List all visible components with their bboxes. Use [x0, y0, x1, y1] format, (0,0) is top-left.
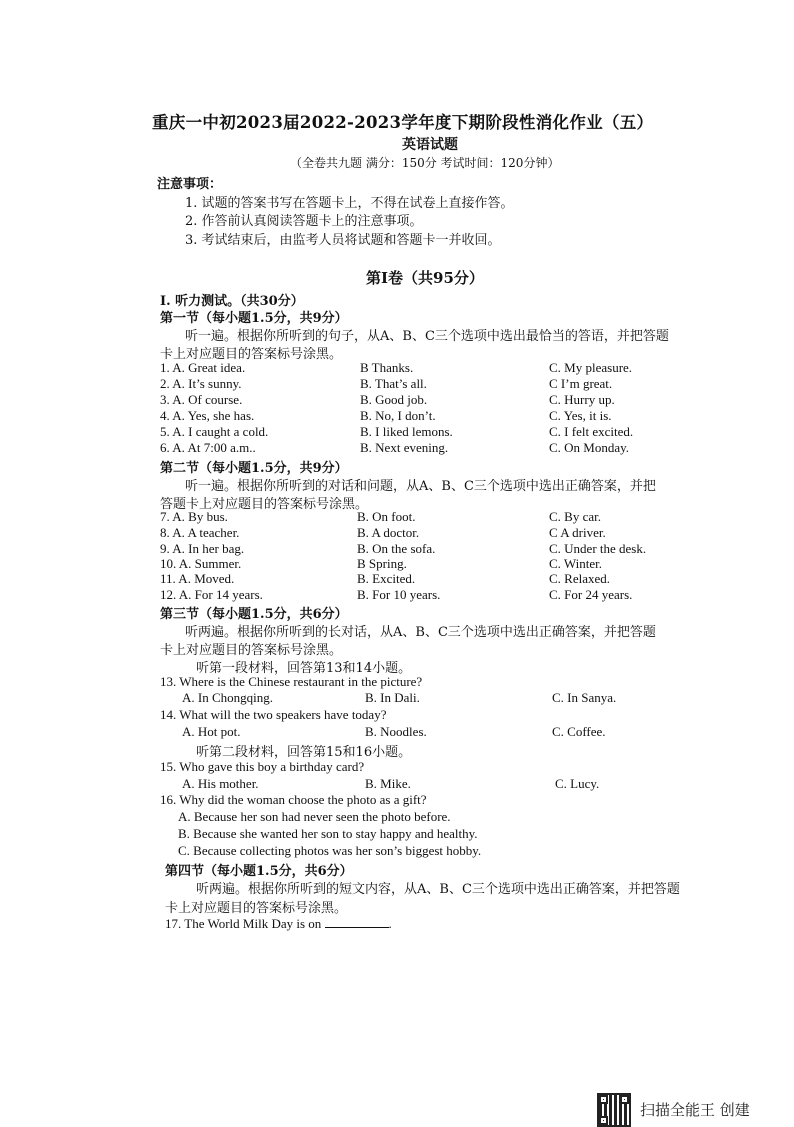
q11-option-b: B. Excited.: [357, 571, 416, 586]
q14-option-b: B. Noodles.: [365, 724, 427, 739]
q8-option-a: 8. A. A teacher.: [160, 525, 240, 540]
q10-option-b: B Spring.: [357, 556, 407, 571]
q16-option-a: A. Because her son had never seen the photo before.: [178, 809, 451, 824]
section-3-instruction-line1: 听两遍。根据你所听到的长对话，从A、B、C三个选项中选出正确答案，并把答题: [185, 625, 656, 640]
notice-item-3: 3. 考试结束后，由监考人员将试题和答题卡一并收回。: [185, 233, 501, 248]
section-4-heading: 第四节（每小题1.5分，共6分）: [165, 864, 353, 879]
q11-option-c: C. Relaxed.: [549, 571, 611, 586]
section-3-material-2: 听第二段材料，回答第15和16小题。: [196, 745, 412, 760]
scanner-watermark: 扫描全能王 创建: [640, 1101, 750, 1119]
section-1-heading: 第一节（每小题1.5分，共9分）: [160, 311, 348, 326]
qr-code-icon: [597, 1093, 631, 1127]
part-one-title: 第Ⅰ卷（共95分）: [366, 269, 484, 287]
q13-option-b: B. In Dali.: [365, 690, 420, 705]
q3-option-b: B. Good job.: [360, 392, 428, 407]
q9-option-a: 9. A. In her bag.: [160, 541, 245, 556]
q5-option-a: 5. A. I caught a cold.: [160, 424, 269, 439]
q16-stem: 16. Why did the woman choose the photo as a gift?: [160, 792, 427, 807]
q14-option-c: C. Coffee.: [552, 724, 606, 739]
q13-option-c: C. In Sanya.: [552, 690, 617, 705]
section-1-instruction-line1: 听一遍。根据你所听到的句子，从A、B、C三个选项中选出最恰当的答语，并把答题: [185, 329, 669, 344]
q15-stem: 15. Who gave this boy a birthday card?: [160, 759, 365, 774]
q2-option-c: C I’m great.: [549, 376, 613, 391]
q9-option-b: B. On the sofa.: [357, 541, 436, 556]
listening-title: I. 听力测试。（共30分）: [160, 294, 304, 309]
exam-title: 重庆一中初2023届2022-2023学年度下期阶段性消化作业（五）: [152, 113, 654, 132]
q2-option-a: 2. A. It’s sunny.: [160, 376, 242, 391]
q10-option-c: C. Winter.: [549, 556, 603, 571]
q5-option-b: B. I liked lemons.: [360, 424, 453, 439]
q5-option-c: C. I felt excited.: [549, 424, 634, 439]
section-3-material-1: 听第一段材料，回答第13和14小题。: [196, 661, 412, 676]
q2-option-b: B. That’s all.: [360, 376, 427, 391]
notice-heading: 注意事项：: [157, 177, 223, 192]
section-1-instruction-line2: 卡上对应题目的答案标号涂黑。: [160, 347, 343, 362]
q14-option-a: A. Hot pot.: [182, 724, 241, 739]
q3-option-c: C. Hurry up.: [549, 392, 615, 407]
section-4-instruction-line1: 听两遍。根据你所听到的短文内容，从A、B、C三个选项中选出正确答案，并把答题: [196, 882, 680, 897]
q16-option-b: B. Because she wanted her son to stay happy and healthy.: [178, 826, 478, 841]
exam-subtitle: 英语试题: [402, 137, 458, 153]
q10-option-a: 10. A. Summer.: [160, 556, 242, 571]
q6-option-c: C. On Monday.: [549, 440, 630, 455]
notice-item-1: 1. 试题的答案书写在答题卡上，不得在试卷上直接作答。: [185, 196, 514, 211]
q12-option-b: B. For 10 years.: [357, 587, 441, 602]
q7-option-a: 7. A. By bus.: [160, 509, 228, 524]
section-2-instruction-line2: 答题卡上对应题目的答案标号涂黑。: [160, 497, 369, 512]
q15-option-c: C. Lucy.: [555, 776, 600, 791]
q17-period: .: [388, 916, 392, 931]
exam-meta: （全卷共九题 满分：150分 考试时间：120分钟）: [290, 156, 560, 170]
q6-option-b: B. Next evening.: [360, 440, 449, 455]
q8-option-c: C A driver.: [549, 525, 606, 540]
q17-answer-blank: [325, 915, 389, 928]
section-3-instruction-line2: 卡上对应题目的答案标号涂黑。: [160, 643, 343, 658]
section-3-heading: 第三节（每小题1.5分，共6分）: [160, 607, 348, 622]
q8-option-b: B. A doctor.: [357, 525, 420, 540]
q15-option-b: B. Mike.: [365, 776, 411, 791]
q7-option-c: C. By car.: [549, 509, 601, 524]
q1-option-b: B Thanks.: [360, 360, 414, 375]
q4-option-b: B. No, I don’t.: [360, 408, 436, 423]
q17-text: 17. The World Milk Day is on: [165, 916, 322, 931]
q16-option-c: C. Because collecting photos was her son’s biggest hobby.: [178, 843, 482, 858]
q9-option-c: C. Under the desk.: [549, 541, 647, 556]
q13-option-a: A. In Chongqing.: [182, 690, 273, 705]
q6-option-a: 6. A. At 7:00 a.m..: [160, 440, 256, 455]
q1-option-c: C. My pleasure.: [549, 360, 633, 375]
q4-option-a: 4. A. Yes, she has.: [160, 408, 255, 423]
q12-option-c: C. For 24 years.: [549, 587, 633, 602]
section-2-instruction-line1: 听一遍。根据你所听到的对话和问题，从A、B、C三个选项中选出正确答案，并把: [185, 479, 656, 494]
q7-option-b: B. On foot.: [357, 509, 416, 524]
q15-option-a: A. His mother.: [182, 776, 259, 791]
q12-option-a: 12. A. For 14 years.: [160, 587, 263, 602]
q1-option-a: 1. A. Great idea.: [160, 360, 246, 375]
section-4-instruction-line2: 卡上对应题目的答案标号涂黑。: [165, 901, 348, 916]
q13-stem: 13. Where is the Chinese restaurant in the picture?: [160, 674, 423, 689]
notice-item-2: 2. 作答前认真阅读答题卡上的注意事项。: [185, 214, 423, 229]
section-2-heading: 第二节（每小题1.5分，共9分）: [160, 461, 348, 476]
q17-stem: [165, 915, 392, 932]
q4-option-c: C. Yes, it is.: [549, 408, 612, 423]
q3-option-a: 3. A. Of course.: [160, 392, 243, 407]
q11-option-a: 11. A. Moved.: [160, 571, 235, 586]
q14-stem: 14. What will the two speakers have today?: [160, 707, 387, 722]
